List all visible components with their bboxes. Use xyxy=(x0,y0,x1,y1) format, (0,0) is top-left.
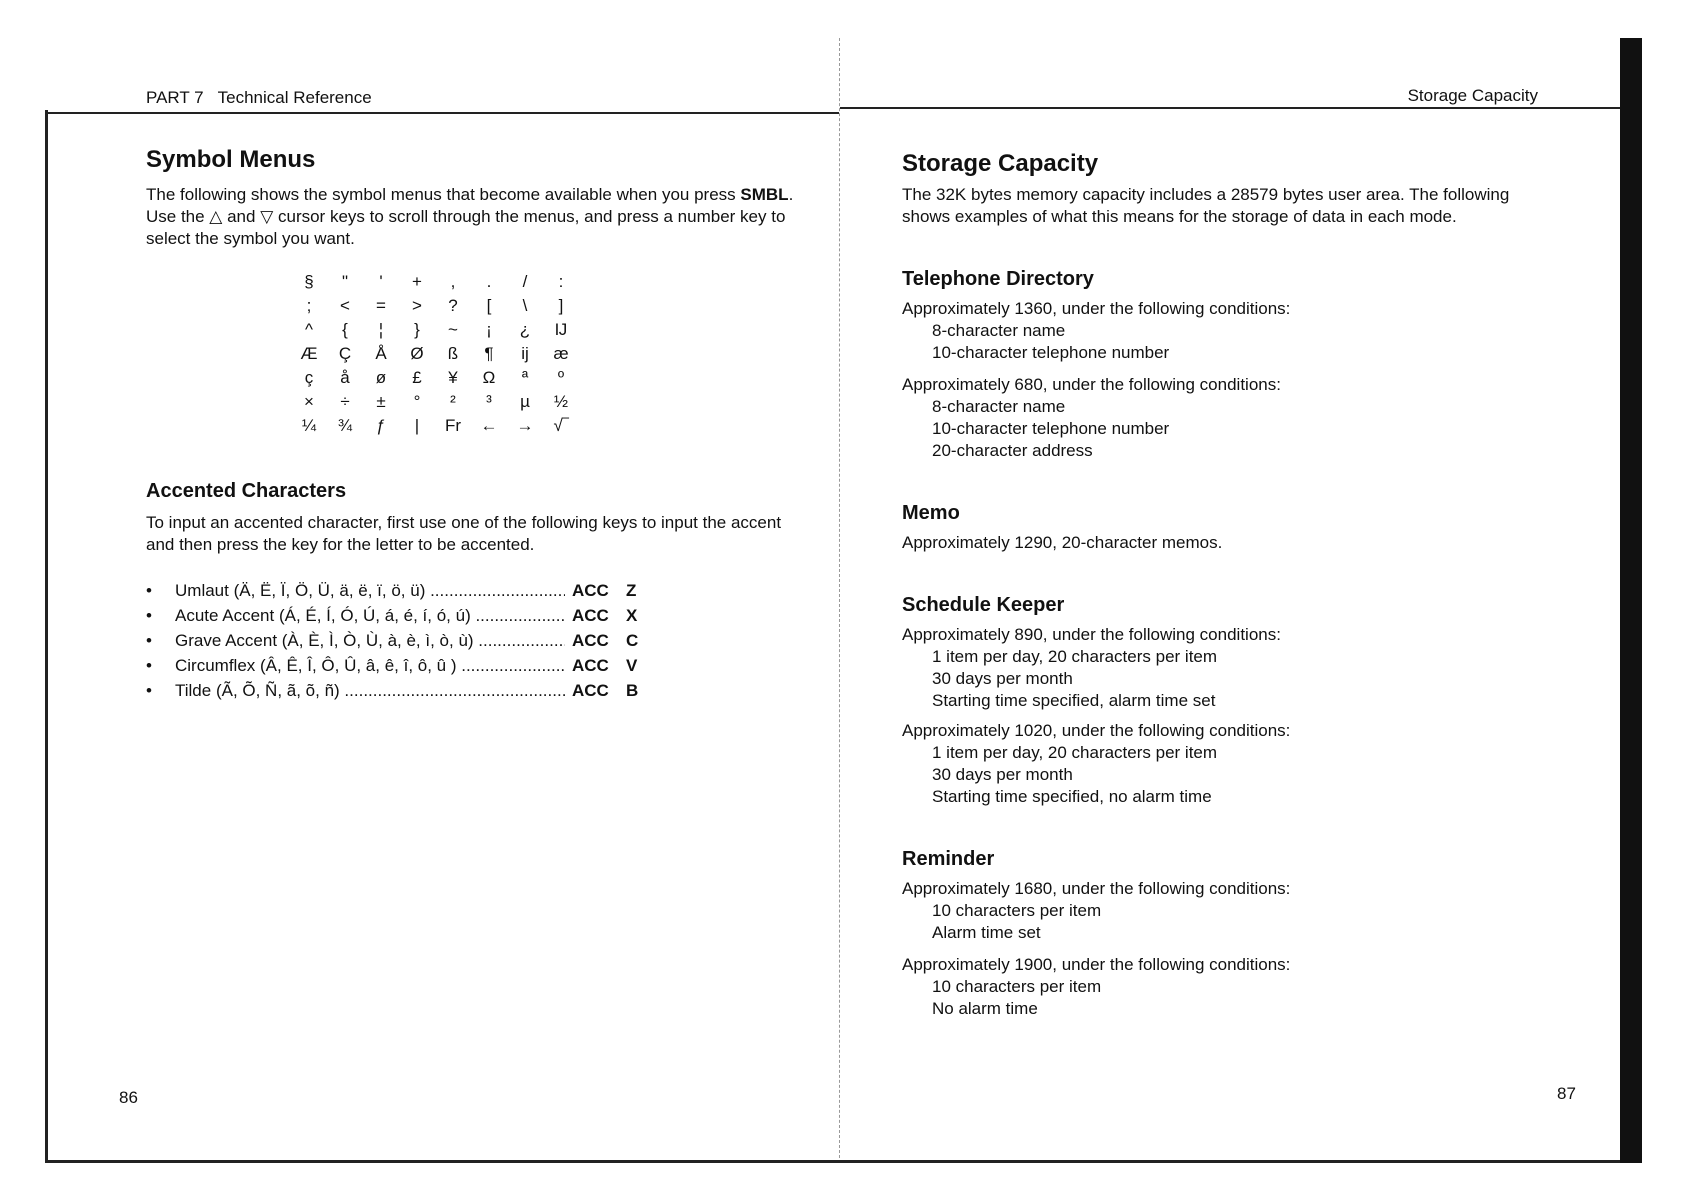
bullet: • xyxy=(146,631,152,650)
reminder-cond-1 xyxy=(902,878,1290,944)
accent-item xyxy=(146,653,786,678)
schedule-heading: Schedule Keeper xyxy=(902,594,1065,616)
memo-heading: Memo xyxy=(902,502,960,524)
accent-description: Acute Accent (Á, É, Í, Ó, Ú, á, é, í, ó, ú) ..... xyxy=(175,603,565,628)
symbol-cell: [ xyxy=(486,296,492,315)
accent-item xyxy=(146,628,786,653)
symbol-cell: > xyxy=(412,296,422,315)
symbol-cell: ] xyxy=(558,296,564,315)
condition-line: 10-character telephone number xyxy=(932,419,1170,438)
condition-line: 10 characters per item xyxy=(932,977,1102,996)
bullet: • xyxy=(146,606,152,625)
condition-line: 30 days per month xyxy=(932,669,1073,688)
symbol-cell: ± xyxy=(376,392,386,411)
symbol-cell: , xyxy=(450,272,456,291)
telephone-heading: Telephone Directory xyxy=(902,268,1094,290)
letter-key: V xyxy=(626,656,638,675)
symbol-cell: Æ xyxy=(300,344,318,363)
symbol-grid xyxy=(291,270,579,438)
symbol-cell: Ĳ xyxy=(554,320,568,339)
acc-key: ACC xyxy=(572,581,609,600)
condition-line: Starting time specified, no alarm time xyxy=(932,787,1212,806)
symbol-cell: Fr xyxy=(444,416,462,435)
letter-key: Z xyxy=(626,581,637,600)
bullet: • xyxy=(146,656,152,675)
condition-lead: Approximately 680, under the following conditions: xyxy=(902,375,1281,394)
symbol-menus-intro xyxy=(146,184,796,250)
symbol-cell: ƒ xyxy=(376,416,386,435)
schedule-cond-2 xyxy=(902,720,1290,808)
header-rule-left xyxy=(45,112,839,114)
symbol-cell: Ω xyxy=(482,368,496,387)
telephone-cond-2 xyxy=(902,374,1281,462)
accent-item xyxy=(146,578,786,603)
telephone-cond-1 xyxy=(902,298,1290,364)
symbol-cell: . xyxy=(486,272,492,291)
condition-line: 1 item per day, 20 characters per item xyxy=(932,647,1218,666)
symbol-cell: } xyxy=(414,320,420,339)
symbol-cell: æ xyxy=(553,344,569,363)
symbol-cell: ? xyxy=(448,296,458,315)
reminder-heading: Reminder xyxy=(902,848,995,870)
symbol-cell: Ø xyxy=(410,344,424,363)
schedule-cond-1 xyxy=(902,624,1281,712)
symbol-cell: ² xyxy=(450,392,456,411)
symbol-cell: ç xyxy=(304,368,314,387)
accent-list xyxy=(146,578,786,703)
condition-lead: Approximately 1360, under the following conditions: xyxy=(902,299,1291,318)
bullet: • xyxy=(146,681,152,700)
symbol-cell: ¦ xyxy=(378,320,384,339)
symbol-cell: " xyxy=(341,272,349,291)
condition-lead: Approximately 1680, under the following conditions: xyxy=(902,879,1291,898)
condition-lead: Approximately 1900, under the following conditions: xyxy=(902,955,1291,974)
storage-heading: Storage Capacity xyxy=(902,150,1099,177)
memo-text: Approximately 1290, 20-character memos. xyxy=(902,533,1223,552)
condition-lead: Approximately 890, under the following conditions: xyxy=(902,625,1281,644)
page-number-left: 86 xyxy=(119,1088,138,1107)
symbol-cell: ³ xyxy=(486,392,492,411)
symbol-cell: \ xyxy=(522,296,528,315)
symbol-cell: ¿ xyxy=(519,320,531,339)
condition-lead: Approximately 1020, under the following conditions: xyxy=(902,721,1291,740)
condition-line: 10 characters per item xyxy=(932,901,1102,920)
bullet: • xyxy=(146,581,152,600)
symbol-cell: + xyxy=(412,272,422,291)
symbol-cell: £ xyxy=(412,368,422,387)
symbol-cell: < xyxy=(340,296,350,315)
condition-line: 10-character telephone number xyxy=(932,343,1170,362)
symbol-cell: º xyxy=(557,368,565,387)
acc-key: ACC xyxy=(572,656,609,675)
symbol-cell: Ç xyxy=(338,344,352,363)
condition-line: 20-character address xyxy=(932,441,1093,460)
storage-intro: The 32K bytes memory capacity includes a 28579 bytes user area. The following shows examples of what this means for the storage of data in each mode. xyxy=(902,185,1510,226)
scan-frame-right xyxy=(1620,38,1642,1163)
letter-key: B xyxy=(626,681,639,700)
page-gutter xyxy=(839,38,840,1158)
intro-text-1: The following shows the symbol menus that become available when you press xyxy=(146,185,736,204)
symbol-cell: ª xyxy=(521,368,529,387)
symbol-cell: ; xyxy=(306,296,312,315)
symbol-cell: ← xyxy=(480,416,498,435)
running-head-right: Storage Capacity xyxy=(1407,86,1538,105)
acc-key: ACC xyxy=(572,681,609,700)
symbol-cell: ß xyxy=(447,344,459,363)
page-number-right: 87 xyxy=(1557,1084,1576,1103)
accent-description: Tilde (Ã, Õ, Ñ, ã, õ, ñ) ..... xyxy=(175,678,565,703)
condition-line: 1 item per day, 20 characters per item xyxy=(932,743,1218,762)
accented-heading: Accented Characters xyxy=(146,480,347,502)
letter-key: C xyxy=(626,631,639,650)
accent-description: Circumflex (Â, Ê, Î, Ô, Û, â, ê, î, ô, û ) ..... xyxy=(175,653,565,678)
condition-line: 30 days per month xyxy=(932,765,1073,784)
intro-text-2: . Use the △ and ▽ cursor keys to scroll through the menus, and press a number key to select the symbol you want. xyxy=(146,185,794,248)
scan-frame-bottom xyxy=(45,1160,1639,1163)
acc-key: ACC xyxy=(572,606,609,625)
accent-description: Umlaut (Ä, Ë, Ï, Ö, Ü, ä, ë, ï, ö, ü) ..... xyxy=(175,578,565,603)
symbol-cell: = xyxy=(376,296,386,315)
symbol-cell: → xyxy=(516,416,534,435)
condition-line: Alarm time set xyxy=(932,923,1041,942)
symbol-cell: ° xyxy=(413,392,421,411)
symbol-cell: § xyxy=(304,272,314,291)
condition-line: 8-character name xyxy=(932,321,1066,340)
symbol-cell: ¥ xyxy=(448,368,458,387)
running-head-left xyxy=(146,88,372,108)
symbol-cell: å xyxy=(340,368,350,387)
section-label: Technical Reference xyxy=(217,88,372,107)
symbol-cell: ø xyxy=(375,368,387,387)
symbol-cell: : xyxy=(558,272,564,291)
accent-item xyxy=(146,603,786,628)
symbol-cell: ÷ xyxy=(340,392,350,411)
accented-intro: To input an accented character, first use one of the following keys to input the accent and then press the key for the letter to be accented. xyxy=(146,513,782,554)
symbol-cell: ¶ xyxy=(484,344,494,363)
letter-key: X xyxy=(626,606,638,625)
symbol-cell: ĳ xyxy=(521,344,529,363)
reminder-cond-2 xyxy=(902,954,1290,1020)
symbol-cell: ^ xyxy=(305,320,313,339)
scan-frame-left xyxy=(45,110,48,1162)
symbol-cell: { xyxy=(342,320,348,339)
symbol-menus-heading: Symbol Menus xyxy=(146,146,316,173)
symbol-cell: µ xyxy=(520,392,530,411)
symbol-cell: × xyxy=(304,392,314,411)
condition-line: 8-character name xyxy=(932,397,1066,416)
symbol-cell: √‾ xyxy=(553,416,569,435)
symbol-cell: ¡ xyxy=(486,320,492,339)
part-label: PART 7 xyxy=(146,88,204,107)
symbol-cell: ~ xyxy=(448,320,458,339)
condition-line: Starting time specified, alarm time set xyxy=(932,691,1216,710)
symbol-cell: | xyxy=(414,416,420,435)
accent-description: Grave Accent (À, È, Ì, Ò, Ù, à, è, ì, ò, ù) ..... xyxy=(175,628,565,653)
acc-key: ACC xyxy=(572,631,609,650)
symbol-cell: ' xyxy=(379,272,383,291)
accent-item xyxy=(146,678,786,703)
smbl-key: SMBL xyxy=(740,185,789,204)
symbol-cell: / xyxy=(522,272,528,291)
condition-line: No alarm time xyxy=(932,999,1038,1018)
symbol-cell: ½ xyxy=(553,392,569,411)
symbol-cell: ¼ xyxy=(301,416,317,435)
symbol-cell: ¾ xyxy=(337,416,353,435)
header-rule-right xyxy=(840,107,1620,109)
symbol-cell: Å xyxy=(375,344,387,363)
